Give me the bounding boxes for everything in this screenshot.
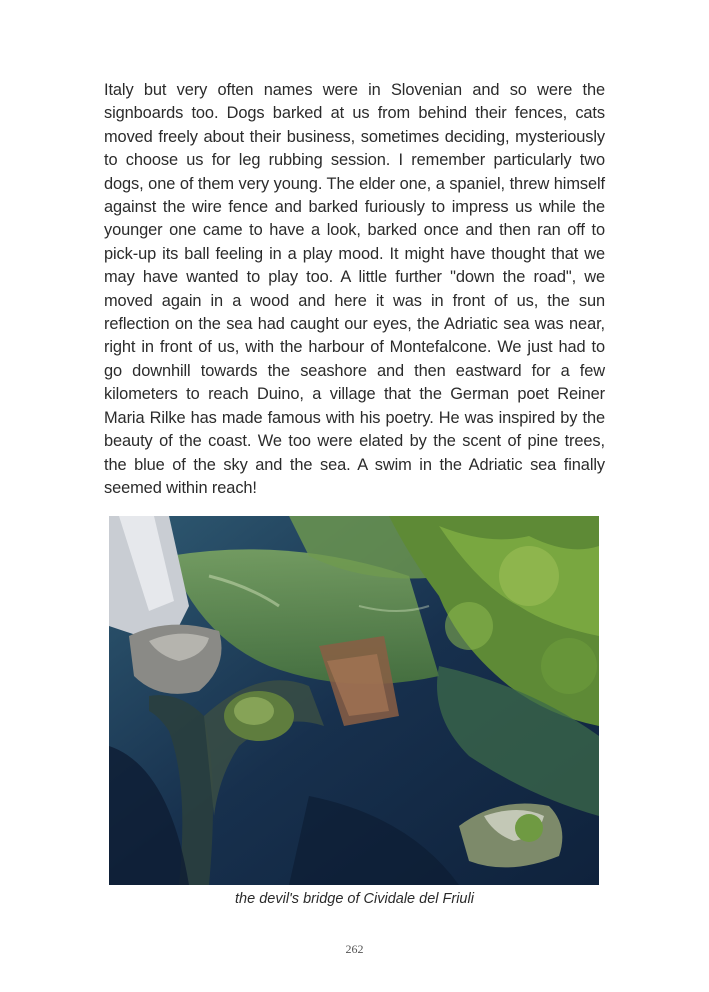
- body-paragraph: Italy but very often names were in Slovenian and so were the signboards too. Dogs barked at us from behind their fences, cats moved freely about their business, sometimes deciding, mysteriously to choose us for leg rubbing session. I remember particularly two dogs, one of them very young. The elder one, a spaniel, threw himself against the wire fence and barked furiously to impress us while the younger one came to have a look, barked once and then ran off to pick-up its ball feeling in a play mood. It might have thought that we may have wanted to play too. A little further "down the road", we moved again in a wood and here it was in front of us, the sun reflection on the sea had caught our eyes, the Adriatic sea was near, right in front of us, with the harbour of Montefalcone. We just had to go downhill towards the seashore and then eastward for a few kilometers to reach Duino, a village that the German poet Reiner Maria Rilke has made famous with his poetry. He was inspired by the beauty of the coast. We too were elated by the scent of pine trees, the blue of the sky and the sea. A swim in the Adriatic sea finally seemed within reach!: [104, 81, 605, 497]
- page-number: 262: [345, 942, 364, 956]
- river-bridge-photo: [109, 516, 599, 885]
- photo-caption: the devil's bridge of Cividale del Friuli: [235, 891, 474, 907]
